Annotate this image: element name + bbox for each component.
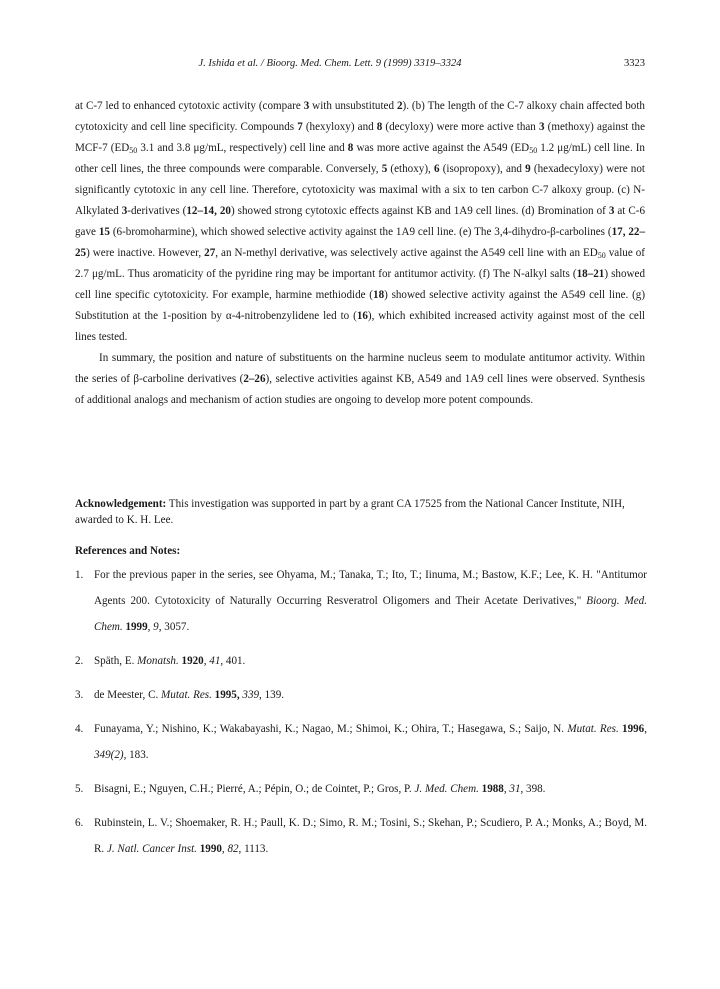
reference-number: 1. (75, 569, 84, 581)
bold-run: 1990 (199, 843, 222, 855)
bold-run: 3 (608, 205, 615, 217)
running-head (75, 58, 645, 72)
text-run: , (503, 783, 510, 795)
text-run: , 139. (259, 689, 285, 701)
reference-number: 3. (75, 689, 84, 701)
bold-run: 16 (356, 310, 368, 322)
reference-text (94, 817, 647, 855)
text-run: 183. (126, 749, 149, 761)
text-run: ) were inactive. However, (86, 247, 205, 259)
bold-run: 2–26 (243, 373, 266, 385)
bold-run: 1988 (481, 783, 504, 795)
reference-text (94, 723, 647, 761)
text-run: ) showed strong cytotoxic effects against KB and 1A9 cell lines. (d) Bromination of (230, 205, 609, 217)
text-run: ) showed cell line specific cytotoxicity. For example, harmine methiodide ( (75, 268, 645, 301)
bold-run: 18 (373, 289, 385, 301)
text-run: (ethoxy), (387, 163, 434, 175)
italic-run: 349(2), (94, 749, 127, 761)
text-run: , (221, 843, 228, 855)
text-run: 3.1 and 3.8 μg/mL, respectively) cell line and (137, 142, 348, 154)
text-run: 1.2 μg/mL) cell line. In other cell lines, the three compounds were comparable. Conversely, (75, 142, 645, 175)
bold-run: 1999 (125, 621, 148, 633)
reference-item (75, 810, 647, 862)
text-run: , an N-methyl derivative, was selectively active against the A549 cell line with an ED (215, 247, 598, 259)
italic-run: 82 (227, 843, 239, 855)
text-run: with unsubstituted (309, 100, 397, 112)
reference-number: 2. (75, 655, 84, 667)
reference-text (94, 783, 545, 795)
text-run: ) showed selective activity against the A549 cell line. (g) Substitution at the 1-position by α-4-nitrobenzylidene led to ( (75, 289, 646, 322)
italic-run: 9 (153, 621, 159, 633)
text-run: at C-6 gave (75, 205, 645, 238)
text-run: For the previous paper in the series, see Ohyama, M.; Tanaka, T.; Ito, T.; Iinuma, M.; Bastow, K.F.; Lee, K. H. "Antitumor Agents 200. Cytotoxicity of Naturally Occurring Resveratrol Oligomers and Their Acetate Derivatives," (94, 569, 647, 607)
subscript-run: 50 (597, 250, 606, 260)
text-run: ), which exhibited increased activity against most of the cell lines tested. (75, 310, 646, 343)
italic-run: 31 (509, 783, 521, 795)
bold-run: 8 (347, 142, 354, 154)
subscript-run: 50 (529, 145, 538, 155)
bold-run: 9 (525, 163, 531, 175)
text-run: (hexadecyloxy) were not significantly cytotoxic in any cell line. Therefore, cytotoxicity was maximal with a six to ten carbon C-7 alkoxy group. (c) N-Alkylated (75, 163, 645, 217)
text-run: , (203, 655, 210, 667)
page-number: 3323 (624, 58, 645, 69)
reference-item (75, 562, 647, 640)
text-run: (isopropoxy), and (439, 163, 526, 175)
text-run: ). (b) The length of the C-7 alkoxy chain affected both cytotoxicity and cell line specificity. Compounds (75, 100, 645, 133)
text-run: , 3057. (158, 621, 190, 633)
text-run: (decyloxy) were more active than (382, 121, 539, 133)
body-paragraph-summary (75, 348, 645, 411)
text-run: In summary, the position and nature of substituents on the harmine nucleus seem to modulate antitumor activity. Within the series of β-carboline derivatives ( (75, 352, 645, 385)
reference-number: 5. (75, 783, 84, 795)
reference-number: 6. (75, 817, 84, 829)
text-run: value of 2.7 μg/mL. Thus aromaticity of the pyridine ring may be important for antitumor activity. (f) The N-alkyl salts ( (75, 247, 646, 280)
text-run: (methoxy) against the MCF-7 (ED (75, 121, 646, 154)
text-run: Rubinstein, L. V.; Shoemaker, R. H.; Paull, K. D.; Simo, R. M.; Tosini, S.; Skehan, P.; Scudiero, P. A.; Monks, A.; Boyd, M. R. (94, 817, 647, 855)
italic-run: 339 (242, 689, 260, 701)
bold-run: 5 (381, 163, 388, 175)
body-text (75, 96, 645, 411)
reference-text (94, 569, 647, 633)
text-run: (hexyloxy) and (302, 121, 377, 133)
text-run: -derivatives ( (127, 205, 187, 217)
text-run: , 401. (220, 655, 246, 667)
text-run: at C-7 led to enhanced cytotoxic activity (compare (75, 100, 304, 112)
text-run: ), selective activities against KB, A549 and 1A9 cell lines were observed. Synthesis of additional analogs and mechanism of action studies are ongoing to develop more potent compounds. (75, 373, 645, 406)
subscript-run: 50 (129, 145, 138, 155)
reference-text (94, 655, 245, 667)
text-run: , (147, 621, 154, 633)
bold-run: 2 (396, 100, 403, 112)
text-run: , (644, 723, 647, 735)
references-heading: References and Notes: (75, 545, 181, 557)
italic-run: 41 (209, 655, 221, 667)
bold-run: 3 (303, 100, 310, 112)
italic-run: J. Natl. Cancer Inst. (106, 843, 197, 855)
reference-text (94, 689, 284, 701)
bold-run: 3 (538, 121, 545, 133)
text-run: Späth, E. (94, 655, 138, 667)
bold-run: 18–21 (576, 268, 605, 280)
italic-run: Mutat. Res. (567, 723, 619, 735)
reference-item (75, 716, 647, 768)
bold-run: 6 (433, 163, 440, 175)
italic-run: Monatsh. (137, 655, 179, 667)
acknowledgement-label: Acknowledgement: (75, 498, 167, 510)
reference-item (75, 776, 647, 802)
bold-run: 27 (204, 247, 216, 259)
running-head-citation: J. Ishida et al. / Bioorg. Med. Chem. Lett. 9 (1999) 3319–3324 (198, 58, 462, 69)
text-run: was more active against the A549 (ED (353, 142, 530, 154)
text-run: , 398. (520, 783, 546, 795)
bold-run: 3 (121, 205, 128, 217)
bold-run: 15 (98, 226, 110, 238)
italic-run: Mutat. Res. (161, 689, 212, 701)
body-paragraph (75, 96, 645, 348)
acknowledgement (75, 496, 645, 528)
bold-run: 8 (376, 121, 383, 133)
text-run: de Meester, C. (94, 689, 162, 701)
reference-number: 4. (75, 723, 84, 735)
references-list (75, 562, 647, 870)
acknowledgement-text: This investigation was supported in part by a grant CA 17525 from the National Cancer Institute, NIH, awarded to K. H. Lee. (75, 498, 625, 526)
reference-item (75, 682, 647, 708)
text-run: (6-bromoharmine), which showed selective activity against the 1A9 cell line. (e) The 3,4-dihydro-β-carbolines ( (109, 226, 612, 238)
text-run: , 1113. (238, 843, 269, 855)
bold-run: 7 (297, 121, 303, 133)
bold-run: 12–14, 20 (186, 205, 231, 217)
italic-run: Bioorg. Med. Chem. (94, 595, 647, 633)
bold-run: 1920 (181, 655, 204, 667)
bold-run: 1996 (622, 723, 645, 735)
reference-item (75, 648, 647, 674)
bold-run: 17, 22–25 (75, 226, 646, 259)
italic-run: J. Med. Chem. (414, 783, 479, 795)
bold-run: 1995, (214, 689, 240, 701)
text-run: Funayama, Y.; Nishino, K.; Wakabayashi, K.; Nagao, M.; Shimoi, K.; Ohira, T.; Hasegawa, S.; Saijo, N. (94, 723, 568, 735)
text-run: Bisagni, E.; Nguyen, C.H.; Pierré, A.; Pépin, O.; de Cointet, P.; Gros, P. (94, 783, 415, 795)
